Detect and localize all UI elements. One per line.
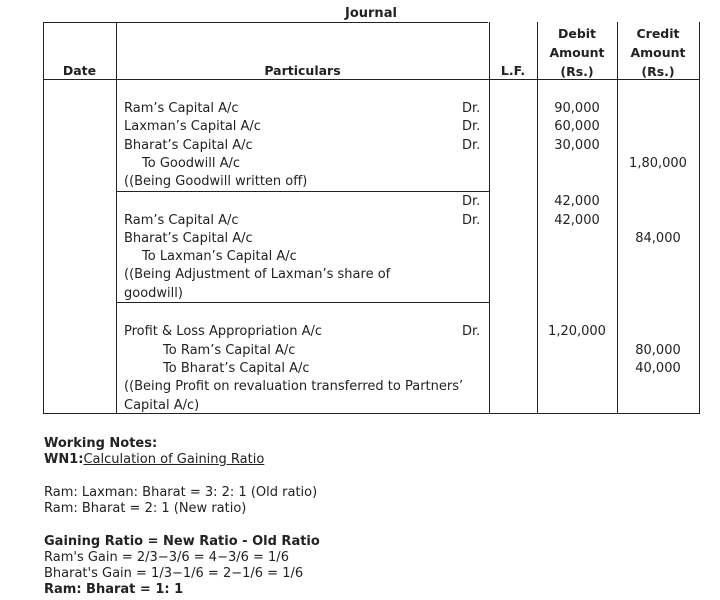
entry-1-line-1: Ram’s Capital A/c [124, 101, 239, 116]
header-debit-line-2: Amount [549, 45, 605, 60]
entry-1-dr-3: Dr. [462, 138, 481, 153]
entry-1-debit-2: 60,000 [554, 119, 600, 134]
bharat-gain-line: Bharat's Gain = 1/3−1/6 = 2−1/6 = 1/6 [44, 566, 304, 581]
entry-3-credit-1: 80,000 [635, 343, 681, 358]
particulars-column-divider [489, 22, 490, 414]
entry-1-line-3: Bharat’s Capital A/c [124, 138, 253, 153]
entry-2-debit-2: 42,000 [554, 213, 600, 228]
header-date: Date [62, 63, 97, 78]
entry-1-narration: ((Being Goodwill written off) [124, 174, 308, 189]
entry-3-line-2: To Ram’s Capital A/c [163, 343, 296, 358]
entry-3-narration-2: Capital A/c) [124, 398, 200, 413]
header-credit-line-3: (Rs.) [641, 64, 675, 79]
gaining-ratio-formula: Gaining Ratio = New Ratio - Old Ratio [44, 534, 320, 549]
entry-2-dr-2: Dr. [462, 213, 481, 228]
entry-3-narration-1: ((Being Profit on revaluation transferred to Partners’ [124, 379, 464, 394]
entry-1-credit-1: 1,80,000 [629, 156, 687, 171]
header-lf: L.F. [500, 63, 526, 78]
new-ratio-line: Ram: Bharat = 2: 1 (New ratio) [44, 501, 247, 516]
entry-2-debit-1: 42,000 [554, 194, 600, 209]
entry-2-narration-2: goodwill) [124, 286, 183, 301]
working-notes-heading: Working Notes: [44, 436, 158, 451]
table-left-border [43, 22, 44, 414]
ram-gain-line: Ram's Gain = 2/3−3/6 = 4−3/6 = 1/6 [44, 550, 289, 565]
header-credit-line-2: Amount [630, 45, 686, 60]
header-debit-line-3: (Rs.) [560, 64, 594, 79]
entry-1-dr-1: Dr. [462, 101, 481, 116]
entry-2-line-2: Bharat’s Capital A/c [124, 231, 253, 246]
entry-3-debit-1: 1,20,000 [548, 324, 606, 339]
entry-2-narration-1: ((Being Adjustment of Laxman’s share of [124, 267, 391, 282]
table-top-border [43, 22, 488, 23]
entry-1-debit-3: 30,000 [554, 138, 600, 153]
wn1-label: WN1: [44, 452, 84, 467]
header-credit [617, 24, 699, 81]
header-particulars: Particulars [264, 63, 341, 78]
entry-2-dr-1: Dr. [462, 194, 481, 209]
entry-1-debit-1: 90,000 [554, 101, 600, 116]
wn1-title: Calculation of Gaining Ratio [83, 452, 265, 467]
entry-3-credit-2: 40,000 [635, 361, 681, 376]
entry-3-dr-1: Dr. [462, 324, 481, 339]
entry-1-dr-2: Dr. [462, 119, 481, 134]
header-debit-line-1: Debit [557, 26, 597, 41]
header-debit [537, 24, 617, 81]
entry-2-line-1: Ram’s Capital A/c [124, 213, 239, 228]
entry-1-line-2: Laxman’s Capital A/c [124, 119, 261, 134]
journal-title: Journal [345, 6, 397, 21]
entry-3-line-3: To Bharat’s Capital A/c [163, 361, 310, 376]
entry-3-line-1: Profit & Loss Appropriation A/c [124, 324, 322, 339]
entry-1-line-4: To Goodwill A/c [142, 156, 241, 171]
header-credit-line-1: Credit [636, 26, 680, 41]
wn1-heading [44, 452, 264, 468]
entry-2-line-3: To Laxman’s Capital A/c [142, 249, 297, 264]
entry-2-credit-1: 84,000 [635, 231, 681, 246]
gaining-ratio-result: Ram: Bharat = 1: 1 [44, 582, 184, 597]
table-right-border [699, 22, 700, 414]
old-ratio-line: Ram: Laxman: Bharat = 3: 2: 1 (Old ratio) [44, 485, 318, 500]
entry-divider-1 [116, 191, 489, 192]
date-column-divider [116, 22, 117, 414]
